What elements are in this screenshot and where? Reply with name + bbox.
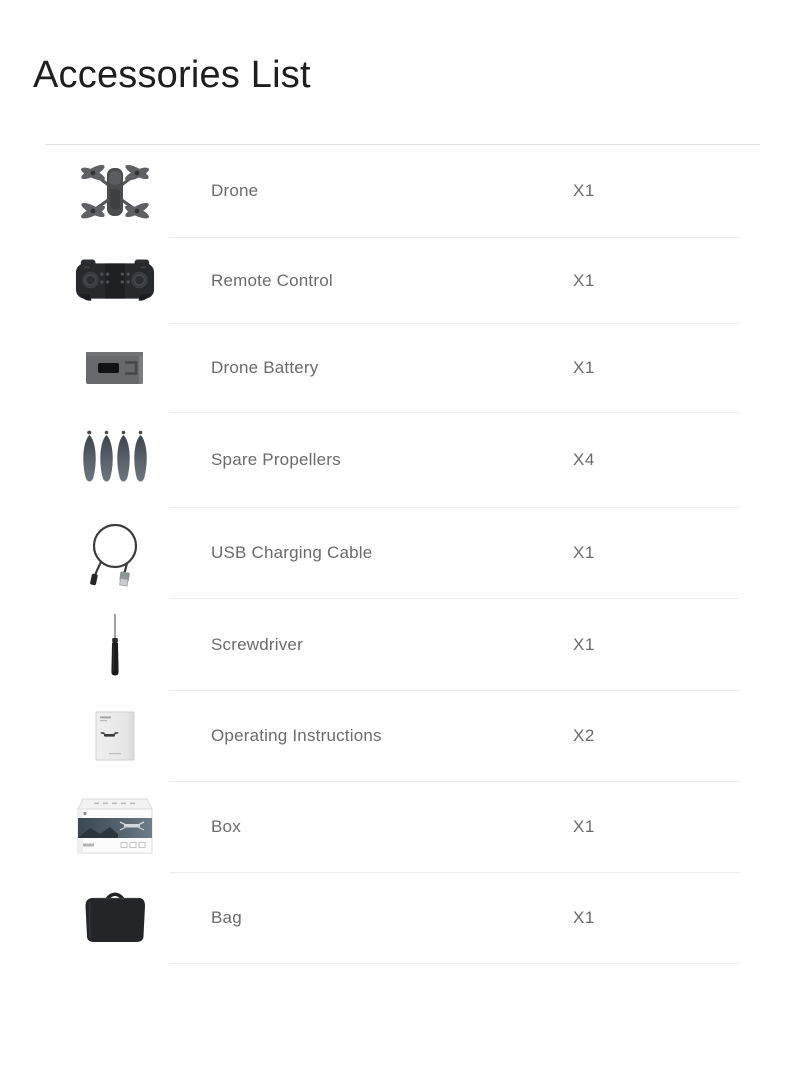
- accessory-name: Box: [211, 817, 241, 836]
- accessory-name: Spare Propellers: [211, 450, 341, 469]
- accessory-row-spare-propellers: [45, 413, 760, 508]
- accessory-row-bag: [45, 873, 760, 964]
- usb-charging-cable-icon: [45, 519, 211, 587]
- accessory-quantity: X1: [573, 181, 595, 200]
- accessory-name: Screwdriver: [211, 634, 303, 654]
- accessory-name: Operating Instructions: [211, 726, 382, 745]
- accessory-row-drone: [45, 145, 760, 238]
- page-title: Accessories List: [33, 54, 311, 96]
- accessory-name: Drone Battery: [211, 358, 319, 377]
- accessory-name: Drone: [211, 181, 259, 200]
- bag-icon: [45, 888, 211, 948]
- accessory-quantity: X2: [573, 726, 595, 745]
- drone-battery-icon: [45, 350, 211, 386]
- accessory-quantity: X1: [573, 543, 595, 562]
- accessory-quantity: X1: [573, 358, 595, 377]
- box-icon: [45, 796, 211, 858]
- spare-propellers-icon: [45, 428, 211, 492]
- accessory-quantity: X4: [573, 450, 595, 469]
- accessory-row-usb-charging-cable: [45, 508, 760, 599]
- remote-control-icon: [45, 256, 211, 306]
- accessory-quantity: X1: [573, 270, 595, 290]
- accessory-quantity: X1: [573, 817, 595, 836]
- accessory-name: USB Charging Cable: [211, 543, 373, 562]
- accessory-row-drone-battery: [45, 324, 760, 413]
- accessory-row-remote-control: [45, 238, 760, 324]
- accessory-row-box: [45, 782, 760, 873]
- accessory-name: Bag: [211, 908, 242, 927]
- accessory-row-screwdriver: [45, 599, 760, 691]
- accessory-quantity: X1: [573, 634, 595, 654]
- operating-instructions-icon: [45, 711, 211, 761]
- accessory-name: Remote Control: [211, 270, 333, 290]
- screwdriver-icon: [45, 613, 211, 677]
- accessory-quantity: X1: [573, 908, 595, 927]
- accessories-list: [45, 144, 760, 964]
- drone-icon: [45, 151, 211, 231]
- accessory-row-operating-instructions: [45, 691, 760, 782]
